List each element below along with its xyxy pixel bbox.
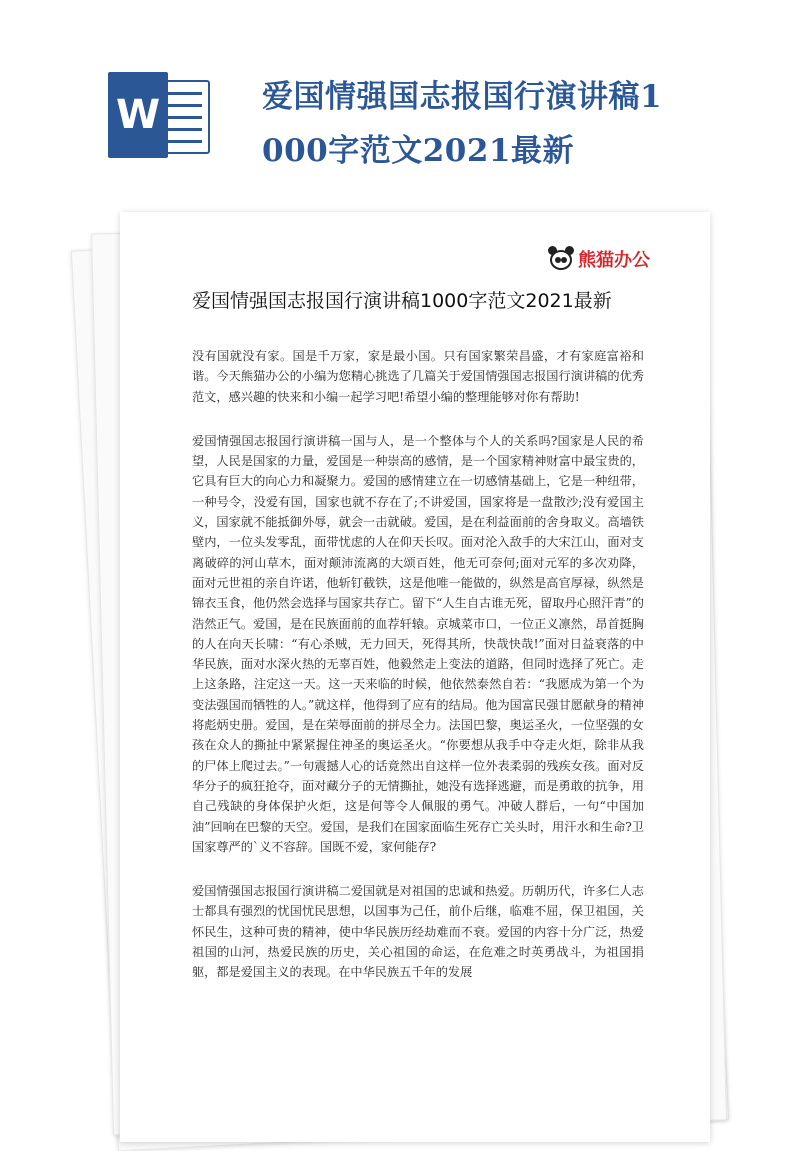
- paragraph-speech-two: 爱国情强国志报国行演讲稿二爱国就是对祖国的忠诚和热爱。历朝历代，许多仁人志士都具有强烈的忧国忧民思想，以国事为己任，前仆后继，临难不屈，保卫祖国，关怀民生，这种可贵的精神，使中华民族历经劫难而不衰。爱国的内容十分广泛，热爱祖国的山河，热爱民族的历史，关心祖国的命运，在危难之时英勇战斗，为祖国捐躯，都是爱国主义的表现。在中华民族五千年的发展: [192, 884, 644, 980]
- word-document-icon: [108, 72, 208, 158]
- document-title: 爱国情强国志报国行演讲稿1000字范文2021最新: [192, 290, 612, 312]
- brand-name: 熊猫办公: [578, 250, 650, 271]
- document-page[interactable]: [120, 212, 710, 1142]
- header-banner: [0, 0, 800, 205]
- brand-logo: [548, 246, 650, 272]
- paragraph-intro: 没有国就没有家。国是千万家，家是最小国。只有国家繁荣昌盛，才有家庭富裕和谐。今天熊猫办公的小编为您精心挑选了几篇关于爱国情强国志报国行演讲稿的优秀范文，感兴趣的快来和小编一起学习吧!希望小编的整理能够对你有帮助!: [192, 349, 644, 404]
- banner-title-line1: 爱国情强国志报国行演讲稿1: [262, 79, 663, 115]
- document-body: [192, 346, 644, 1007]
- panda-icon: [548, 246, 574, 272]
- paragraph-speech-one: 爱国情强国志报国行演讲稿一国与人，是一个整体与个人的关系吗?国家是人民的希望，人民是国家的力量，爱国是一种崇高的感情，是一个国家精神财富中最宝贵的，它具有巨大的向心力和凝聚力。爱国的感情建立在一切感情基础上，它是一种纽带，一种号令，没爱有国，国家也就不存在了;不讲爱国，国家将是一盘散沙;没有爱国主义，国家就不能抵御外辱，就会一击就破。爱国，是在利益面前的舍身取义。高墙铁壁内，一位头发零乱，面带忧虑的人在仰天长叹。面对沦入敌手的大宋江山，面对支离破碎的河山草木，面对颠沛流离的大颂百姓，他无可奈何;面对元军的多次劝降，面对元世祖的亲自许诺，他斩钉截铁，这是他唯一能做的，纵然是高官厚禄，纵然是锦衣玉食，他仍然会选择与国家共存亡。留下“人生自古谁无死，留取丹心照汗青”的浩然正气。爱国，是在民族面前的血荐轩辕。京城菜市口，一位正义凛然，昂首挺胸的人在向天长啸：“有心杀贼，无力回天，死得其所，快哉快哉!”面对日益衰落的中华民族，面对水深火热的无辜百姓，他毅然走上变法的道路，但同时选择了死亡。走上这条路，注定这一天。这一天来临的时候，他依然泰然自若：“我愿成为第一个为变法强国而牺牲的人。”就这样，他得到了应有的结局。他为国富民强甘愿献身的精神将彪炳史册。爱国，是在荣辱面前的拼尽全力。法国巴黎，奥运圣火，一位坚强的女孩在众人的撕扯中紧紧握住神圣的奥运圣火。“你要想从我手中夺走火炬，除非从我的尸体上爬过去。”一句震撼人心的话竟然出自这样一位外表柔弱的残疾女孩。面对反华分子的疯狂抢夺，面对藏分子的无情撕扯，她没有选择逃避，而是勇敢的抗争，用自己残缺的身体保护火炬，这是何等令人佩服的勇气。冲破人群后，一句“中国加油”回响在巴黎的天空。爱国，是我们在国家面临生死存亡关头时，用汗水和生命?卫国家尊严的`义不容辞。国既不爱，家何能存?: [192, 433, 644, 854]
- word-badge: W: [108, 72, 168, 158]
- banner-title-line2: 000字范文2021最新: [262, 133, 574, 169]
- banner-title: [262, 70, 682, 178]
